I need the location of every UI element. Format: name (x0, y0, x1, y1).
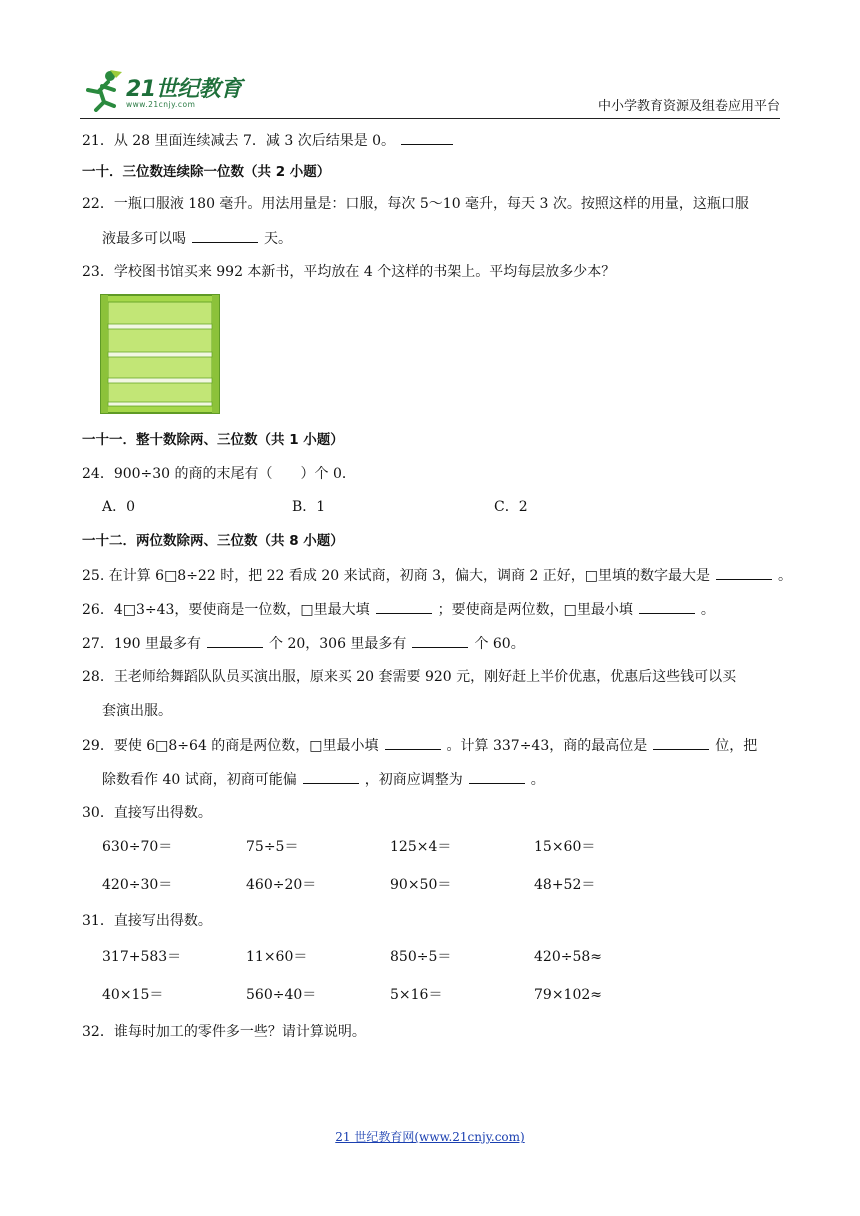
question-22-line1: 22．一瓶口服液 180 毫升。用法用量是：口服，每次 5～10 毫升，每天 3 次。按照这样的用量，这瓶口服 (82, 196, 749, 212)
calc-item: 125×4＝ (390, 839, 452, 855)
question-24: 24．900÷30 的商的末尾有（ ）个 0． (82, 466, 356, 482)
question-21 (82, 130, 459, 151)
calc-item: 420÷30＝ (102, 877, 173, 893)
question-text: 天。 (264, 231, 292, 247)
question-text: 个 60。 (474, 636, 525, 652)
logo-text: 21世纪教育 (126, 77, 242, 102)
question-23: 23．学校图书馆买来 992 本新书，平均放在 4 个这样的书架上。平均每层放多少本？ (82, 264, 616, 280)
option-b[interactable]: B．1 (292, 499, 326, 515)
answer-blank[interactable] (303, 769, 359, 784)
question-28-line2: 套演出服。 (102, 703, 172, 719)
question-32: 32．谁每时加工的零件多一些？请计算说明。 (82, 1024, 366, 1040)
question-text: 27．190 里最多有 (82, 636, 201, 652)
question-text: 21．从 28 里面连续减去 7．减 3 次后结果是 0。 (82, 133, 396, 149)
question-text: 25. 在计算 6□8÷22 时，把 22 看成 20 来试商，初商 3，偏大，调商 2 正好，□里填的数字最大是 (82, 568, 711, 584)
answer-blank[interactable] (207, 633, 263, 648)
question-28-line1: 28．王老师给舞蹈队队员买演出服，原来买 20 套需要 920 元，刚好赶上半价优惠，优惠后这些钱可以买 (82, 669, 737, 685)
calc-item: 420÷58≈ (534, 949, 602, 965)
section-title-12: 一十二．两位数除两、三位数（共 8 小题） (82, 533, 344, 549)
logo-url: www.21cnjy.com (126, 100, 196, 109)
question-27 (82, 633, 525, 654)
answer-blank[interactable] (412, 633, 468, 648)
question-text: 。计算 337÷43，商的最高位是 (446, 738, 648, 754)
option-a[interactable]: A．0 (102, 499, 136, 515)
question-text: 。 (700, 602, 715, 618)
question-26 (82, 599, 715, 620)
question-text: 除数看作 40 试商，初商可能偏 (102, 772, 297, 788)
answer-blank[interactable] (192, 228, 258, 243)
page-header (80, 62, 780, 119)
runner-logo-icon (80, 68, 124, 112)
bookshelf-image (98, 292, 226, 416)
calc-item: 850÷5＝ (390, 949, 452, 965)
page-footer (0, 1128, 860, 1145)
answer-blank[interactable] (716, 565, 772, 580)
question-text: 。 (530, 772, 545, 788)
answer-blank[interactable] (376, 599, 432, 614)
option-c[interactable]: C．2 (494, 499, 528, 515)
calc-item: 90×50＝ (390, 877, 452, 893)
question-22-line2 (102, 228, 292, 249)
question-text: 液最多可以喝 (102, 231, 186, 247)
calc-item: 630÷70＝ (102, 839, 173, 855)
site-logo[interactable] (80, 64, 250, 114)
question-30-title: 30．直接写出得数。 (82, 805, 212, 821)
question-25 (82, 565, 792, 586)
question-29-line1 (82, 735, 757, 756)
calc-item: 75÷5＝ (246, 839, 299, 855)
section-title-10: 一十．三位数连续除一位数（共 2 小题） (82, 164, 331, 180)
calc-item: 5×16＝ (390, 987, 443, 1003)
answer-blank[interactable] (469, 769, 525, 784)
calc-item: 460÷20＝ (246, 877, 317, 893)
calc-item: 79×102≈ (534, 987, 602, 1003)
calc-item: 560÷40＝ (246, 987, 317, 1003)
question-text: 。 (778, 568, 793, 584)
answer-blank[interactable] (385, 735, 441, 750)
question-text: ；要使商是两位数，□里最小填 (437, 602, 633, 618)
calc-item: 15×60＝ (534, 839, 596, 855)
question-text: 个 20，306 里最多有 (269, 636, 407, 652)
footer-link[interactable]: 21 世纪教育网(www.21cnjy.com) (335, 1130, 525, 1144)
question-text: ，初商应调整为 (364, 772, 463, 788)
calc-item: 40×15＝ (102, 987, 164, 1003)
calc-item: 11×60＝ (246, 949, 308, 965)
section-title-11: 一十一．整十数除两、三位数（共 1 小题） (82, 432, 344, 448)
question-31-title: 31．直接写出得数。 (82, 913, 212, 929)
question-29-line2 (102, 769, 545, 790)
platform-name: 中小学教育资源及组卷应用平台 (597, 99, 780, 114)
question-text: 29．要使 6□8÷64 的商是两位数，□里最小填 (82, 738, 379, 754)
calc-item: 317+583＝ (102, 949, 182, 965)
calc-item: 48+52＝ (534, 877, 596, 893)
answer-blank[interactable] (639, 599, 695, 614)
answer-blank[interactable] (653, 735, 709, 750)
question-text: 位，把 (715, 738, 758, 754)
question-text: 26．4□3÷43，要使商是一位数，□里最大填 (82, 602, 370, 618)
answer-blank[interactable] (401, 130, 453, 145)
